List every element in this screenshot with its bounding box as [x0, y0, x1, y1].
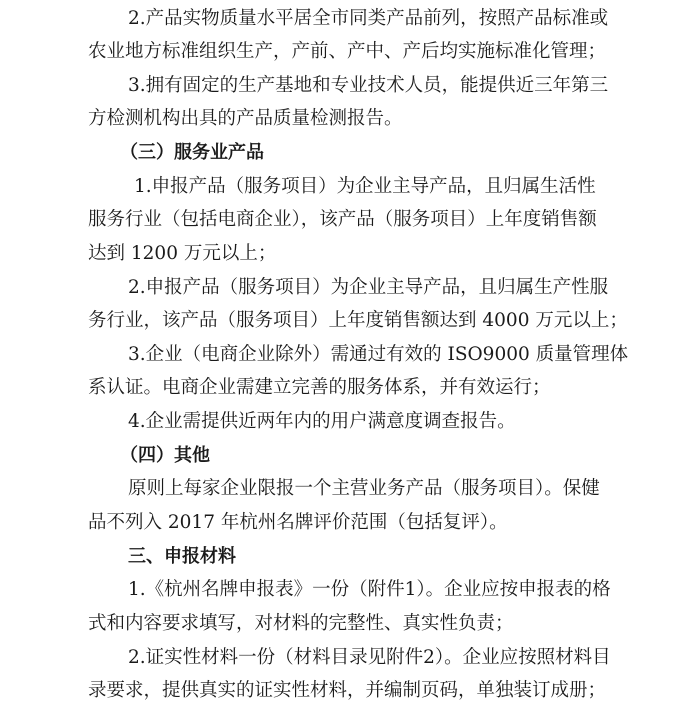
paragraph-line: 务行业，该产品（服务项目）上年度销售额达到 4000 万元以上； — [88, 310, 628, 331]
paragraph-line: 品不列入 2017 年杭州名牌评价范围（包括复评）。 — [88, 512, 508, 533]
paragraph-line: 系认证。电商企业需建立完善的服务体系，并有效运行； — [88, 377, 551, 398]
paragraph-line: 达到 1200 万元以上； — [88, 243, 277, 264]
section-heading: 三、申报材料 — [128, 546, 236, 567]
paragraph-line: 式和内容要求填写，对材料的完整性、真实性负责； — [88, 613, 514, 634]
paragraph-line: 原则上每家企业限报一个主营业务产品（服务项目）。保健 — [128, 478, 600, 499]
paragraph-line: 2.申报产品（服务项目）为企业主导产品，且归属生产性服 — [128, 277, 609, 298]
paragraph-line: 2.产品实物质量水平居全市同类产品前列，按照产品标准或 — [128, 8, 609, 29]
paragraph-line: 1.《杭州名牌申报表》一份（附件1）。企业应按申报表的格 — [128, 579, 611, 600]
paragraph-line: 方检测机构出具的产品质量检测报告。 — [88, 108, 403, 129]
paragraph-line: 3.企业（电商企业除外）需通过有效的 ISO9000 质量管理体 — [128, 344, 629, 365]
paragraph-line: 2.证实性材料一份（材料目录见附件2）。企业应按照材料目 — [128, 647, 611, 668]
paragraph-line: 录要求，提供真实的证实性材料，并编制页码，单独装订成册； — [88, 680, 607, 701]
paragraph-line: 4.企业需提供近两年内的用户满意度调查报告。 — [128, 411, 516, 432]
paragraph-line: 1.申报产品（服务项目）为企业主导产品，且归属生活性 — [134, 176, 596, 197]
paragraph-line: 农业地方标准组织生产，产前、产中、产后均实施标准化管理； — [88, 41, 607, 62]
paragraph-line: 服务行业（包括电商企业），该产品（服务项目）上年度销售额 — [88, 209, 597, 230]
section-heading: （三）服务业产品 — [120, 142, 264, 163]
paragraph-line: 3.拥有固定的生产基地和专业技术人员，能提供近三年第三 — [128, 75, 609, 96]
section-heading: （四）其他 — [120, 445, 210, 466]
